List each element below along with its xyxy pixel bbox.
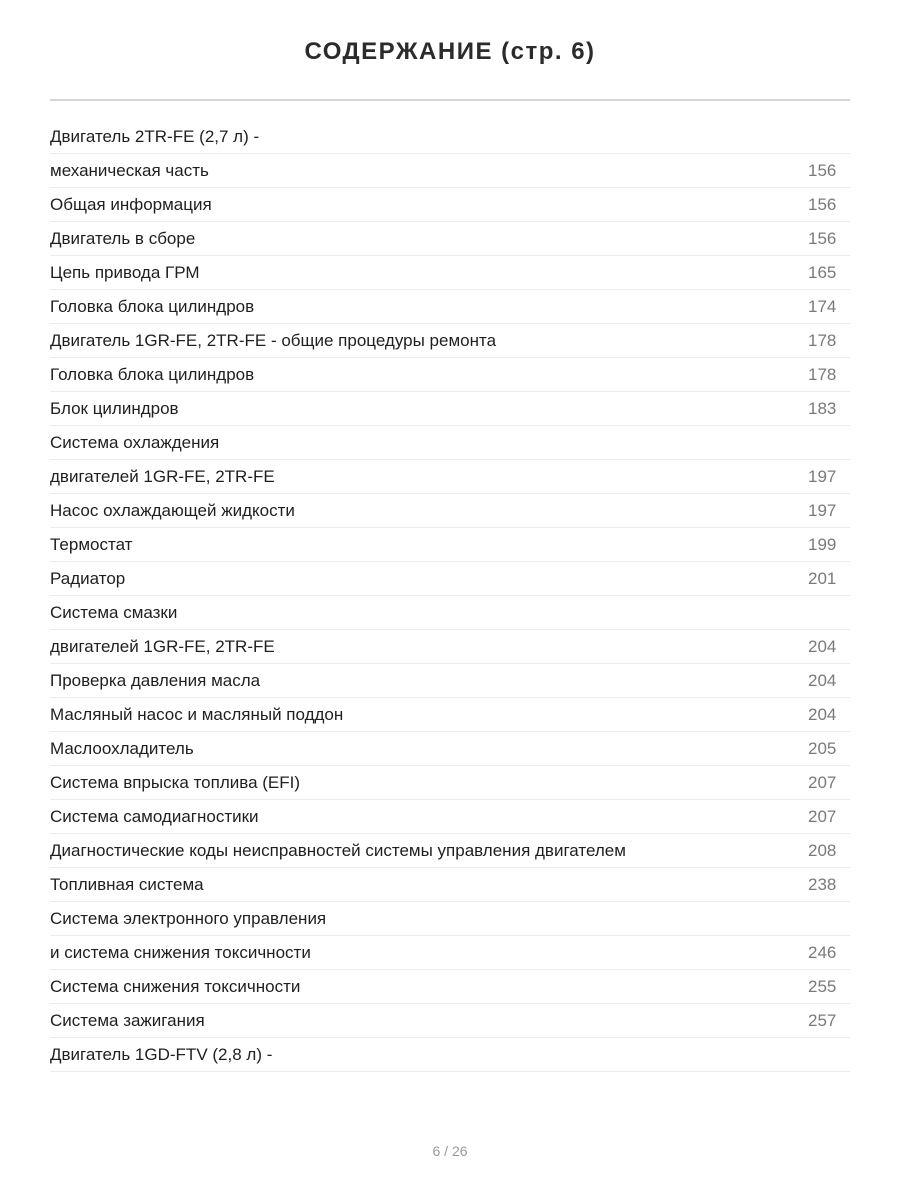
toc-entry[interactable] — [50, 698, 850, 732]
toc-entry-title: Система самодиагностики — [50, 806, 259, 826]
toc-entry[interactable] — [50, 154, 850, 188]
toc-entry-page: 156 — [808, 228, 837, 248]
toc-entry-page: 204 — [808, 670, 837, 690]
toc-entry[interactable] — [50, 630, 850, 664]
toc-entry-page: 255 — [808, 976, 837, 996]
toc-entry-title: механическая часть — [50, 160, 209, 180]
toc-entry-page: 165 — [808, 262, 837, 282]
toc-entry-title: Головка блока цилиндров — [50, 364, 255, 384]
toc-entry[interactable] — [50, 562, 850, 596]
page-number: 6 / 26 — [432, 1143, 468, 1159]
toc-entry-title: Система охлаждения — [50, 432, 220, 452]
toc-entry-page: 204 — [808, 704, 837, 724]
toc-entry-page: 197 — [808, 466, 837, 486]
toc-entry[interactable] — [50, 936, 850, 970]
toc-entry[interactable] — [50, 664, 850, 698]
toc-entry-page: 156 — [808, 194, 837, 214]
toc-entry-title: Двигатель 1GR-FE, 2TR-FE - общие процедуры ремонта — [50, 330, 497, 350]
toc-entry-title: Топливная система — [50, 874, 204, 894]
toc-entry[interactable] — [50, 834, 850, 868]
toc-entry-title: Двигатель 2TR-FE (2,7 л) - — [50, 126, 260, 146]
toc-entry-title: Блок цилиндров — [50, 398, 179, 418]
toc-entry[interactable] — [50, 1038, 850, 1072]
toc-entry-title: Радиатор — [50, 568, 126, 588]
toc-entry-title: и система снижения токсичности — [50, 942, 311, 962]
toc-entry[interactable] — [50, 256, 850, 290]
toc-entry-page: 156 — [808, 160, 837, 180]
toc-entry-title: Двигатель 1GD-FTV (2,8 л) - — [50, 1044, 273, 1064]
toc-entry-page: 199 — [808, 534, 837, 554]
toc-entry-title: Проверка давления масла — [50, 670, 261, 690]
toc-entry[interactable] — [50, 902, 850, 936]
toc-entry[interactable] — [50, 358, 850, 392]
toc-entry[interactable] — [50, 426, 850, 460]
toc-entry-title: двигателей 1GR-FE, 2TR-FE — [50, 466, 275, 486]
toc-entry-page: 246 — [808, 942, 837, 962]
toc-entry-title: Система снижения токсичности — [50, 976, 301, 996]
toc-entry-title: Диагностические коды неисправностей системы управления двигателем — [50, 840, 626, 860]
toc-entry-page: 208 — [808, 840, 837, 860]
toc-entry-page: 197 — [808, 500, 837, 520]
toc-entry-title: Термостат — [50, 534, 133, 554]
toc-entry-title: Насос охлаждающей жидкости — [50, 500, 295, 520]
toc-entry[interactable] — [50, 528, 850, 562]
toc-entry[interactable] — [50, 800, 850, 834]
toc-entry[interactable] — [50, 766, 850, 800]
toc-entry-page: 205 — [808, 738, 837, 758]
page-title: СОДЕРЖАНИЕ (стр. 6) — [304, 38, 596, 65]
toc-entry-title: Головка блока цилиндров — [50, 296, 255, 316]
toc-entry[interactable] — [50, 222, 850, 256]
toc-entry-title: Двигатель в сборе — [50, 228, 196, 248]
toc-entry-page: 201 — [808, 568, 837, 588]
table-of-contents — [50, 120, 850, 1072]
toc-entry[interactable] — [50, 970, 850, 1004]
toc-entry-title: Система электронного управления — [50, 908, 327, 928]
toc-entry-page: 183 — [808, 398, 837, 418]
toc-entry[interactable] — [50, 120, 850, 154]
toc-entry[interactable] — [50, 494, 850, 528]
toc-entry[interactable] — [50, 188, 850, 222]
toc-entry[interactable] — [50, 460, 850, 494]
toc-entry-page: 174 — [808, 296, 837, 316]
toc-entry-page: 257 — [808, 1010, 837, 1030]
toc-entry-page: 207 — [808, 772, 837, 792]
toc-entry-title: Система смазки — [50, 602, 178, 622]
title-divider — [50, 99, 850, 101]
toc-entry[interactable] — [50, 596, 850, 630]
toc-entry[interactable] — [50, 290, 850, 324]
toc-entry-title: Масляный насос и масляный поддон — [50, 704, 344, 724]
toc-entry-page: 178 — [808, 330, 837, 350]
toc-entry-page: 238 — [808, 874, 837, 894]
toc-entry-title: двигателей 1GR-FE, 2TR-FE — [50, 636, 275, 656]
toc-entry[interactable] — [50, 1004, 850, 1038]
toc-entry-title: Маслоохладитель — [50, 738, 194, 758]
toc-entry-title: Система зажигания — [50, 1010, 205, 1030]
toc-entry-page: 204 — [808, 636, 837, 656]
toc-entry-title: Цепь привода ГРМ — [50, 262, 200, 282]
toc-entry-page: 178 — [808, 364, 837, 384]
toc-entry[interactable] — [50, 392, 850, 426]
toc-entry[interactable] — [50, 324, 850, 358]
toc-entry[interactable] — [50, 868, 850, 902]
toc-entry[interactable] — [50, 732, 850, 766]
toc-entry-title: Система впрыска топлива (EFI) — [50, 772, 301, 792]
toc-entry-page: 207 — [808, 806, 837, 826]
toc-entry-title: Общая информация — [50, 194, 212, 214]
